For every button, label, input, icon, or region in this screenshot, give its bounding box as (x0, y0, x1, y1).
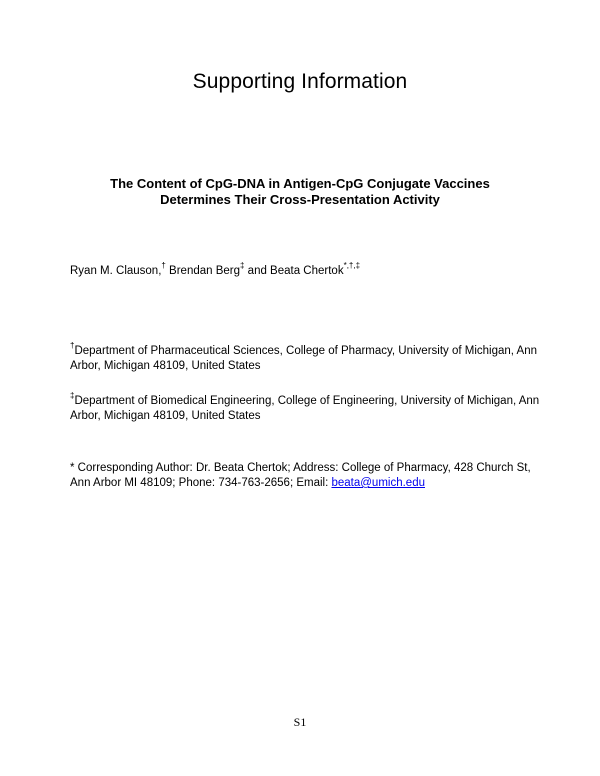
article-title-line-1: The Content of CpG-DNA in Antigen-CpG Conjugate Vaccines (110, 176, 490, 191)
article-title (40, 176, 560, 208)
author-affiliation-mark: † (161, 261, 166, 271)
email-link[interactable]: beata@umich.edu (331, 477, 425, 489)
corresponding-author-text: * Corresponding Author: Dr. Beata Chertok; Address: College of Pharmacy, 428 Church St, Ann Arbor MI 48109; Phone: 734-763-2656; Email: (70, 462, 531, 489)
author-name: Brendan Berg (165, 265, 241, 277)
affiliation-text: Department of Biomedical Engineering, College of Engineering, University of Michigan, Ann Arbor, Michigan 48109, United States (70, 395, 540, 422)
author-name: and Beata Chertok (244, 265, 344, 277)
author-name: Ryan M. Clauson, (70, 265, 162, 277)
page-title: Supporting Information (192, 70, 408, 93)
page-number: S1 (293, 715, 307, 729)
author-affiliation-mark: ‡ (240, 261, 245, 271)
corresponding-author (70, 461, 540, 491)
affiliation-mark: ‡ (70, 391, 75, 401)
author-list (70, 261, 361, 279)
affiliation-text: Department of Pharmaceutical Sciences, College of Pharmacy, University of Michigan, Ann Arbor, Michigan 48109, United States (70, 345, 538, 372)
author-affiliation-mark: *,†,‡ (343, 261, 361, 271)
affiliation-biomedical-engineering (70, 391, 540, 424)
affiliation-pharmaceutical-sciences (70, 341, 540, 374)
affiliation-mark: † (70, 341, 75, 351)
article-title-line-2: Determines Their Cross-Presentation Activity (160, 192, 440, 207)
